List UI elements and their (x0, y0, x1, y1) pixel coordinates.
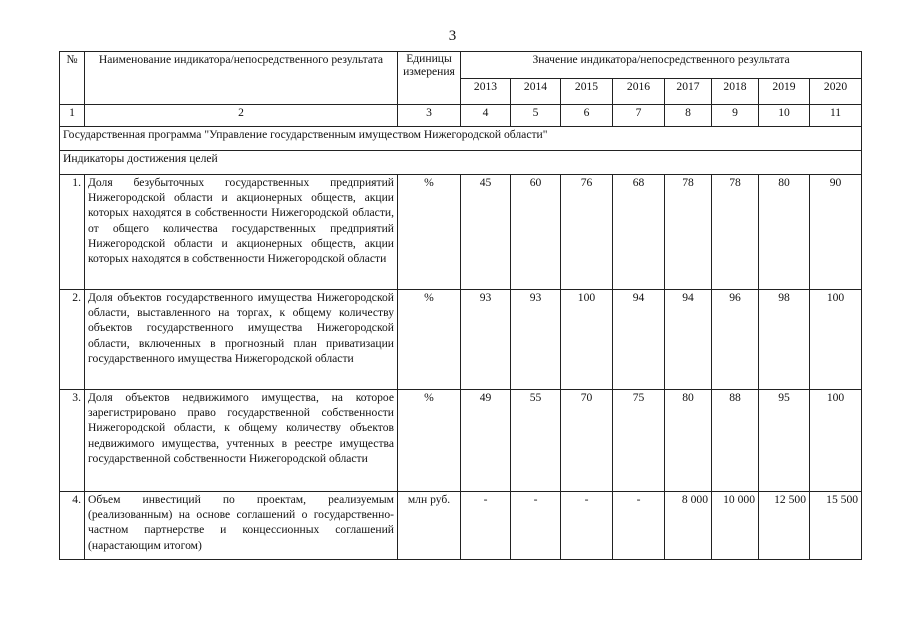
program-title-row (60, 127, 862, 151)
header-unit: Единицы измерения (398, 52, 461, 105)
indicator-value: 70 (561, 390, 613, 492)
indicator-name: Объем инвестиций по проектам, реализуемым (реализованным) на основе соглашений о государственно-частном партнерстве и концессионных соглашений (нарастающим итогом) (85, 492, 398, 560)
column-number: 11 (810, 105, 862, 127)
indicator-value: 12 500 (759, 492, 810, 560)
column-number: 8 (665, 105, 712, 127)
indicator-value: - (511, 492, 561, 560)
indicator-value: 8 000 (665, 492, 712, 560)
column-numbers-row (60, 105, 862, 127)
indicator-value: 90 (810, 175, 862, 290)
indicator-value: 68 (613, 175, 665, 290)
column-number: 10 (759, 105, 810, 127)
table-row (60, 390, 862, 492)
indicator-value: 78 (712, 175, 759, 290)
indicator-value: 80 (665, 390, 712, 492)
indicator-value: - (613, 492, 665, 560)
table-row (60, 492, 862, 560)
header-year: 2020 (810, 79, 862, 105)
header-year: 2013 (461, 79, 511, 105)
column-number: 5 (511, 105, 561, 127)
indicator-value: 60 (511, 175, 561, 290)
indicator-value: 100 (561, 290, 613, 390)
indicator-value: 10 000 (712, 492, 759, 560)
indicator-name: Доля объектов государственного имущества Нижегородской области, выставленного на торгах, к общему количеству объектов государственного имущества Нижегородской области, включенных в прогнозный план приватизации государственного имущества Нижегородской области (85, 290, 398, 390)
header-num: № (60, 52, 85, 105)
indicator-value: 49 (461, 390, 511, 492)
indicator-value: 100 (810, 390, 862, 492)
indicator-name: Доля безубыточных государственных предприятий Нижегородской области и акционерных обществ, акции которых находятся в собственности Нижегородской области, от общего количества государственных предприятий Нижегородской области и акционерных обществ, акции которых находятся в собственности Нижегородской области (85, 175, 398, 290)
indicator-value: 55 (511, 390, 561, 492)
header-year: 2014 (511, 79, 561, 105)
indicator-unit: % (398, 290, 461, 390)
indicator-value: - (561, 492, 613, 560)
indicator-value: 98 (759, 290, 810, 390)
indicator-value: 80 (759, 175, 810, 290)
header-year: 2016 (613, 79, 665, 105)
indicator-value: 15 500 (810, 492, 862, 560)
indicator-unit: млн руб. (398, 492, 461, 560)
column-number: 3 (398, 105, 461, 127)
indicator-value: 75 (613, 390, 665, 492)
header-year: 2019 (759, 79, 810, 105)
program-title: Государственная программа "Управление государственным имуществом Нижегородской области" (60, 127, 862, 151)
column-number: 2 (85, 105, 398, 127)
indicator-value: - (461, 492, 511, 560)
section-title-row (60, 151, 862, 175)
column-number: 9 (712, 105, 759, 127)
column-number: 6 (561, 105, 613, 127)
indicator-unit: % (398, 390, 461, 492)
header-year: 2015 (561, 79, 613, 105)
indicator-name: Доля объектов недвижимого имущества, на которое зарегистрировано право государственной собственности Нижегородской области, к общему количеству объектов недвижимого имущества, учтенных в реестре имущества государственной собственности Нижегородской области (85, 390, 398, 492)
row-number: 4. (60, 492, 85, 560)
header-value-group: Значение индикатора/непосредственного результата (461, 52, 862, 79)
table-row (60, 290, 862, 390)
indicator-value: 93 (511, 290, 561, 390)
column-number: 4 (461, 105, 511, 127)
indicator-value: 100 (810, 290, 862, 390)
column-number: 7 (613, 105, 665, 127)
indicator-value: 95 (759, 390, 810, 492)
indicators-table (59, 51, 862, 560)
header-year: 2017 (665, 79, 712, 105)
indicator-value: 96 (712, 290, 759, 390)
section-title: Индикаторы достижения целей (60, 151, 862, 175)
indicator-value: 93 (461, 290, 511, 390)
page-number: 3 (448, 28, 457, 44)
indicator-value: 76 (561, 175, 613, 290)
header-row (60, 52, 862, 79)
indicator-value: 94 (613, 290, 665, 390)
indicator-value: 94 (665, 290, 712, 390)
row-number: 1. (60, 175, 85, 290)
indicator-unit: % (398, 175, 461, 290)
indicator-value: 45 (461, 175, 511, 290)
indicator-value: 78 (665, 175, 712, 290)
header-year: 2018 (712, 79, 759, 105)
table-row (60, 175, 862, 290)
column-number: 1 (60, 105, 85, 127)
row-number: 2. (60, 290, 85, 390)
indicator-value: 88 (712, 390, 759, 492)
row-number: 3. (60, 390, 85, 492)
header-name: Наименование индикатора/непосредственного результата (85, 52, 398, 105)
